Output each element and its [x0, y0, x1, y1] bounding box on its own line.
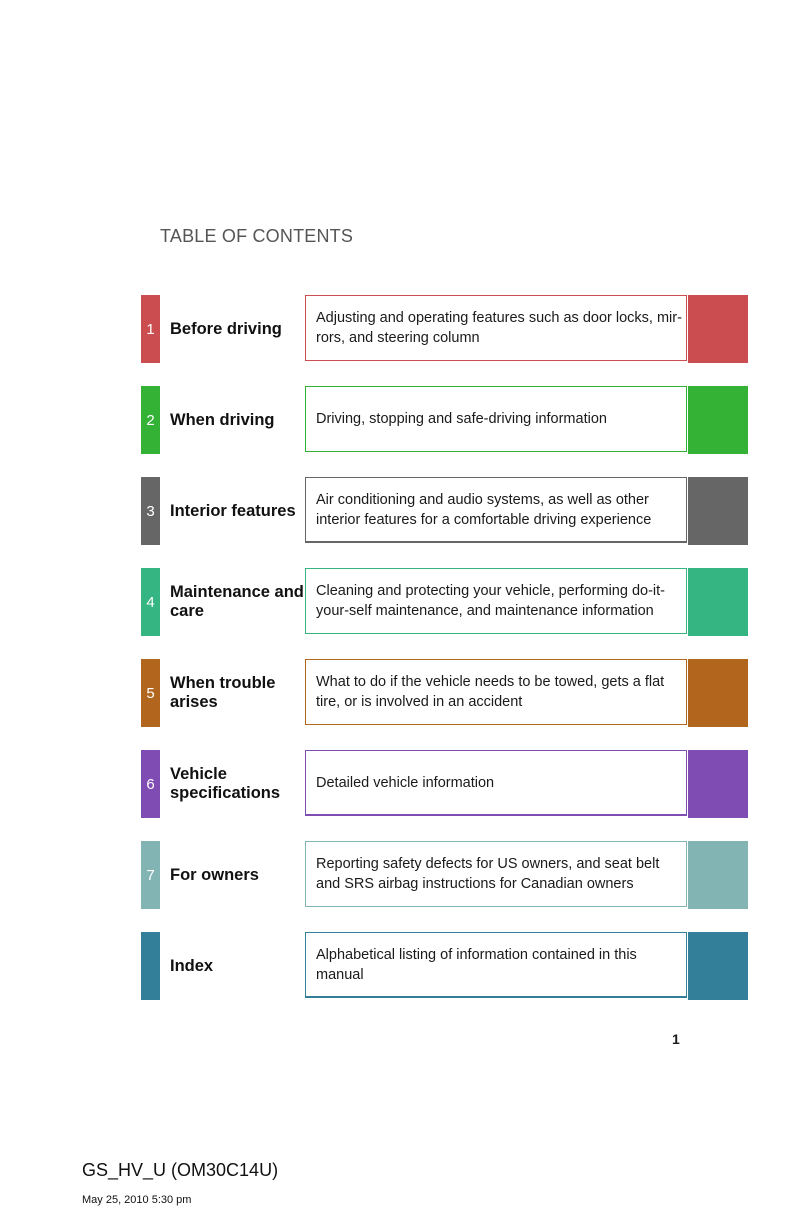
toc-row-before-driving[interactable]: [141, 295, 748, 363]
footer-document-code: GS_HV_U (OM30C14U): [82, 1160, 279, 1180]
toc-row-when-driving[interactable]: [141, 386, 748, 454]
section-title[interactable]: When driving: [170, 410, 275, 429]
section-description: What to do if the vehicle needs to be towed, gets a flat tire, or is involved in an accident: [305, 659, 687, 725]
toc-row-index[interactable]: [141, 932, 748, 1000]
page-number: 1: [672, 1031, 680, 1047]
section-description: Cleaning and protecting your vehicle, performing do-it-your-self maintenance, and maintenance information: [305, 568, 687, 634]
toc-row-maintenance-and-care[interactable]: [141, 568, 748, 636]
toc-list: [141, 295, 748, 1023]
section-number-tab: 5: [141, 659, 160, 727]
section-description: Air conditioning and audio systems, as well as other interior features for a comfortable driving experience: [305, 477, 687, 543]
section-color-tab[interactable]: [688, 932, 748, 1000]
section-color-tab[interactable]: [688, 295, 748, 363]
section-color-tab[interactable]: [688, 841, 748, 909]
toc-row-interior-features[interactable]: [141, 477, 748, 545]
section-number-tab: 2: [141, 386, 160, 454]
section-color-tab[interactable]: [688, 477, 748, 545]
section-description: Adjusting and operating features such as door locks, mir-rors, and steering column: [305, 295, 687, 361]
section-title[interactable]: For owners: [170, 865, 259, 884]
section-title[interactable]: Maintenance and care: [170, 583, 304, 620]
section-color-tab[interactable]: [688, 659, 748, 727]
section-color-tab[interactable]: [688, 568, 748, 636]
footer-date: May 25, 2010 5:30 pm: [82, 1194, 192, 1206]
section-description: Reporting safety defects for US owners, and seat belt and SRS airbag instructions for Canadian owners: [305, 841, 687, 907]
section-number-tab: 3: [141, 477, 160, 545]
section-description: Driving, stopping and safe-driving information: [305, 386, 687, 452]
toc-row-vehicle-specifications[interactable]: [141, 750, 748, 818]
section-title[interactable]: Interior features: [170, 501, 296, 520]
section-description: Alphabetical listing of information contained in this manual: [305, 932, 687, 998]
section-number-tab: 6: [141, 750, 160, 818]
section-description: Detailed vehicle information: [305, 750, 687, 816]
section-title[interactable]: Index: [170, 956, 214, 975]
section-number-tab: 1: [141, 295, 160, 363]
section-color-tab[interactable]: [688, 750, 748, 818]
toc-row-for-owners[interactable]: [141, 841, 748, 909]
page-title: TABLE OF CONTENTS: [160, 226, 354, 246]
section-color-tab[interactable]: [688, 386, 748, 454]
section-number-tab: [141, 932, 160, 1000]
section-title[interactable]: Vehicle specifications: [170, 765, 281, 802]
section-number-tab: 4: [141, 568, 160, 636]
section-number-tab: 7: [141, 841, 160, 909]
section-title[interactable]: When trouble arises: [170, 674, 276, 711]
toc-row-when-trouble-arises[interactable]: [141, 659, 748, 727]
section-title[interactable]: Before driving: [170, 319, 282, 338]
